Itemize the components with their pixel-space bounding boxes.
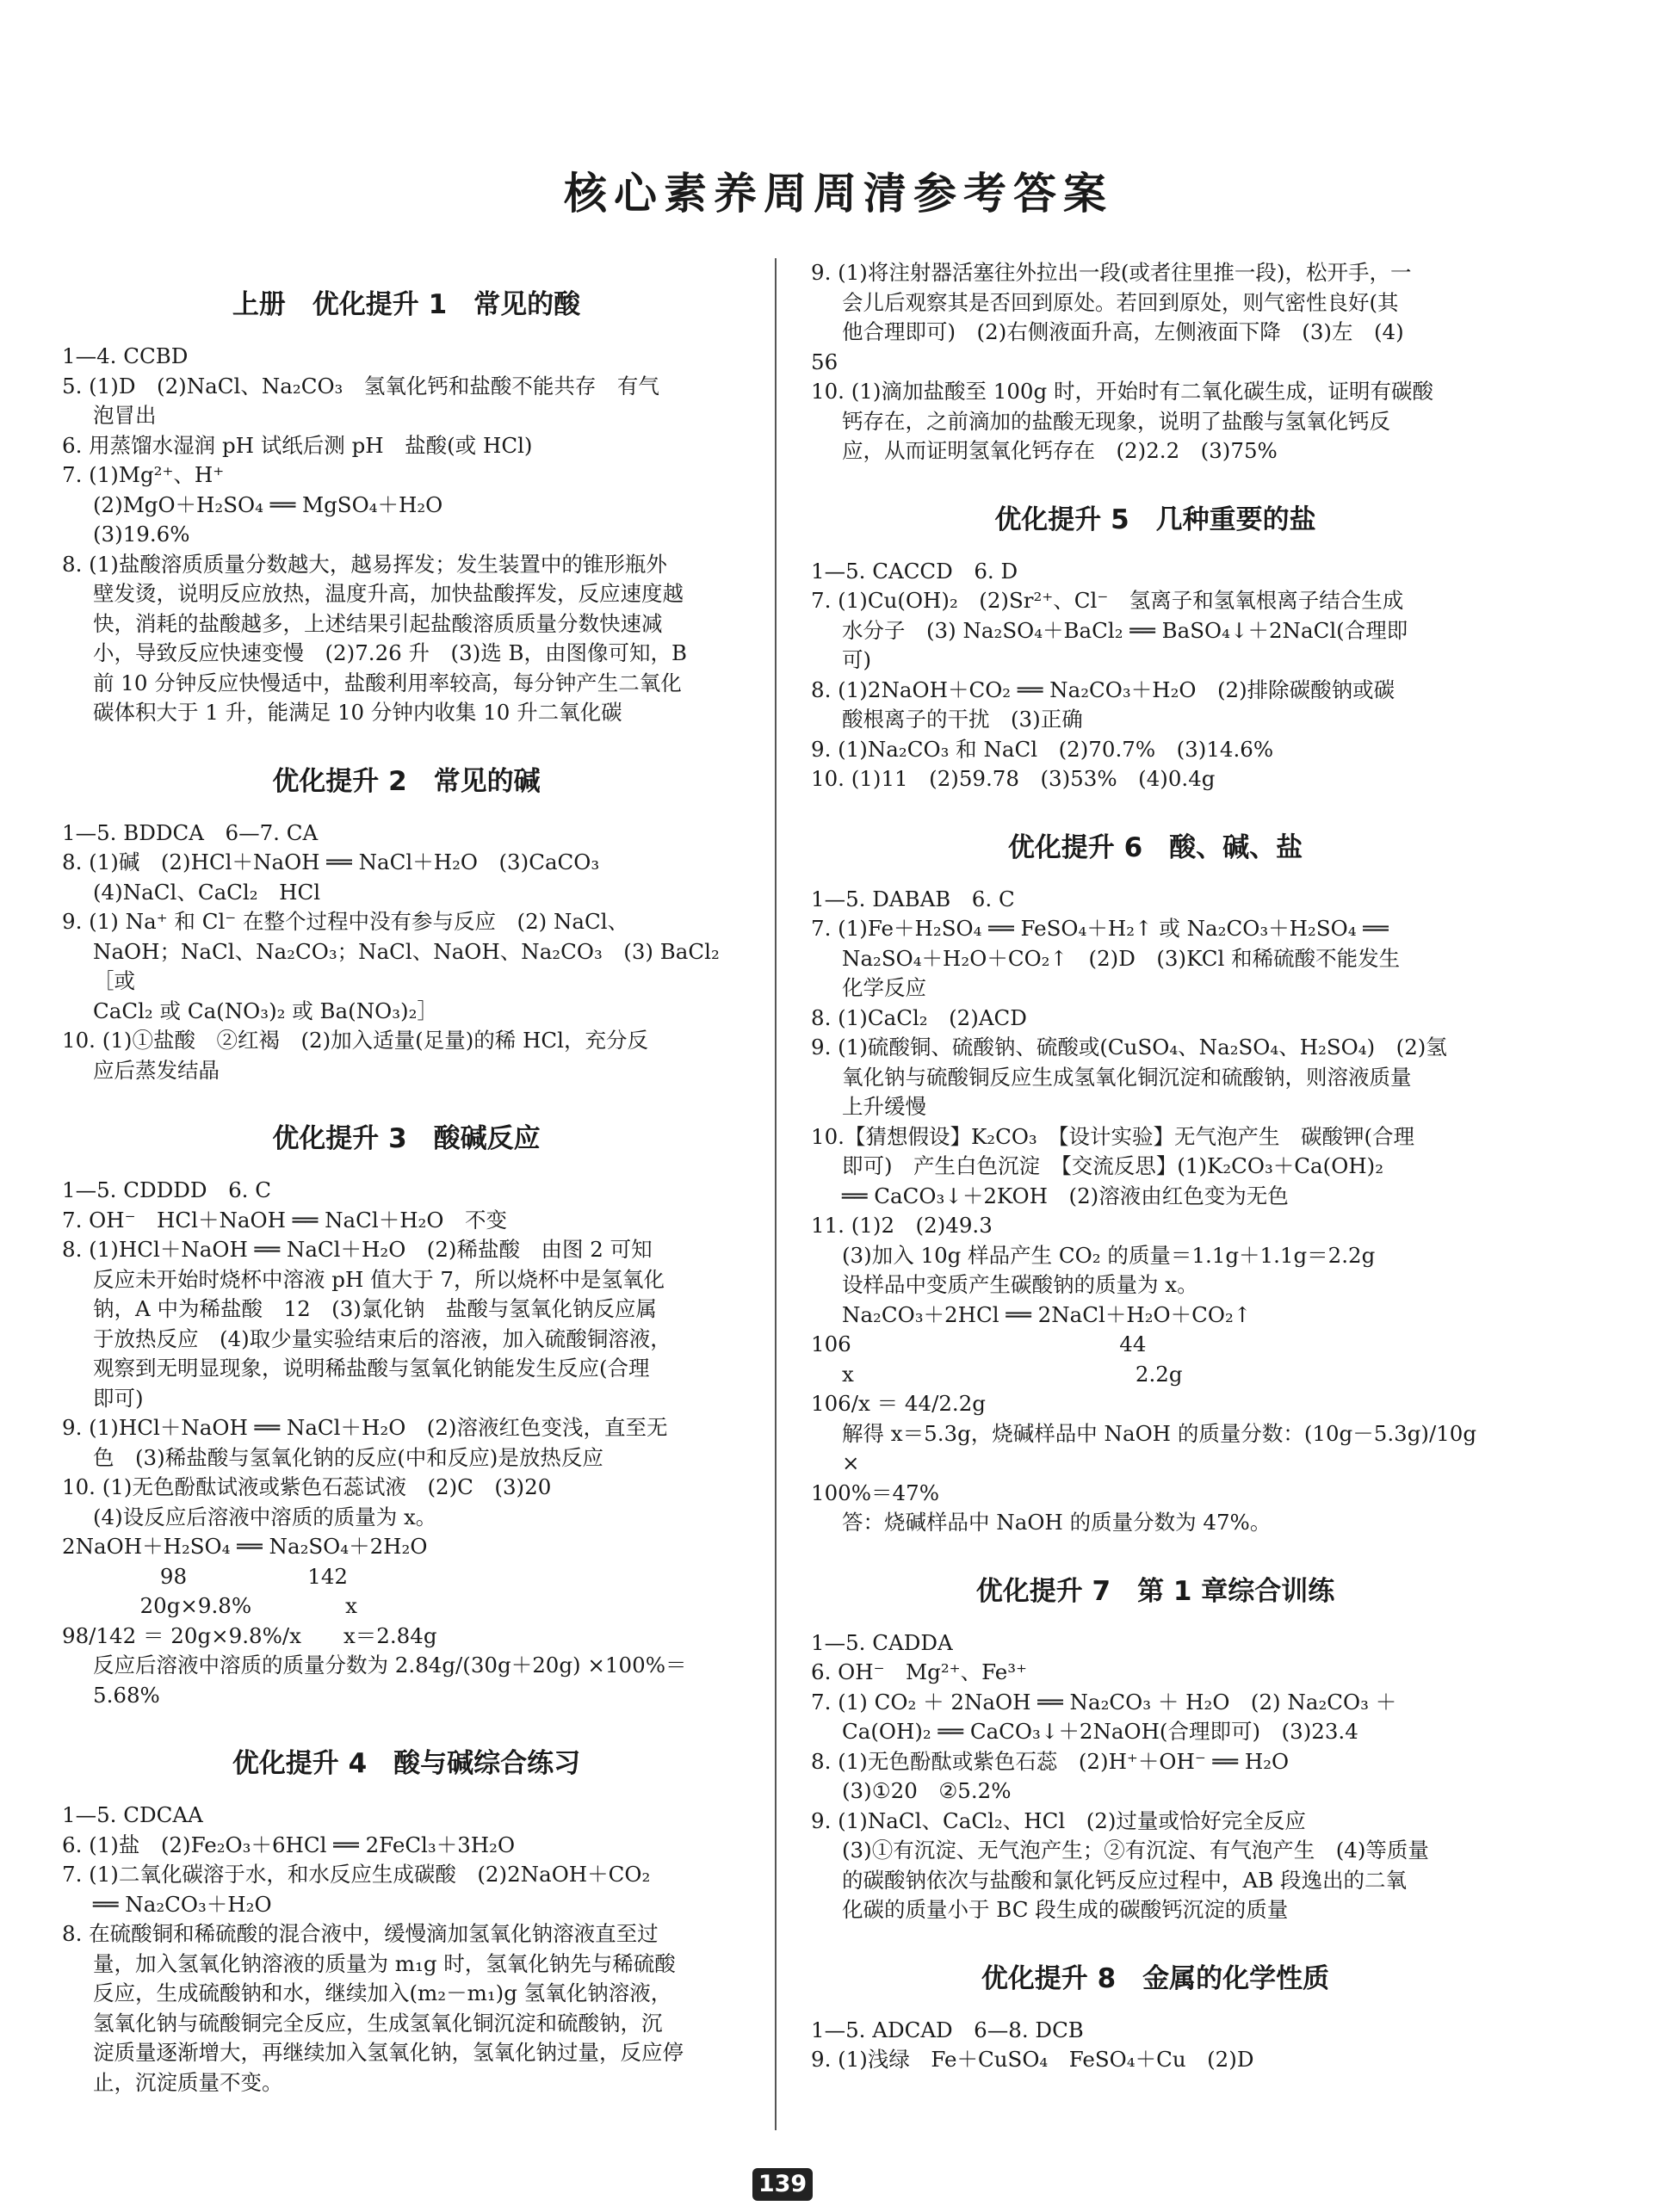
section-title: 优化提升 4 酸与碱综合练习 xyxy=(232,1748,581,1779)
answer-line: (3)①有沉淀、无气泡产生；②有沉淀、有气泡产生 (4)等质量 xyxy=(842,1838,1429,1863)
section-title: 优化提升 7 第 1 章综合训练 xyxy=(975,1575,1335,1607)
answer-line: 化学反应 xyxy=(842,975,926,1000)
section-body xyxy=(62,819,751,1086)
answer-line: 氧化钠与硫酸铜反应生成氢氧化铜沉淀和硫酸钠，则溶液质量 xyxy=(842,1064,1412,1090)
answer-line: 1—5. DABAB 6. C xyxy=(811,886,1015,911)
answer-line: 反应后溶液中溶质的质量分数为 2.84g/(30g＋20g) ×100%＝5.68% xyxy=(93,1653,687,1708)
answer-line: 1—5. ADCAD 6—8. DCB xyxy=(811,2017,1084,2042)
answer-line: 应，从而证明氢氧化钙存在 (2)2.2 (3)75% xyxy=(842,438,1278,463)
answer-line: 6. OH⁻ Mg²⁺、Fe³⁺ xyxy=(811,1659,1027,1684)
answer-line: 20g×9.8% x xyxy=(93,1593,357,1618)
answer-line: 1—5. CDDDD 6. C xyxy=(62,1177,271,1202)
answer-line: 7. (1)二氧化碳溶于水，和水反应生成碳酸 (2)2NaOH＋CO₂ xyxy=(62,1862,651,1887)
answer-line: 2NaOH＋H₂SO₄ ══ Na₂SO₄＋2H₂O xyxy=(62,1534,428,1559)
answer-line: 小，导致反应快速变慢 (2)7.26 升 (3)选 B，由图像可知，B xyxy=(93,640,688,665)
answer-line: 1—5. CDCAA xyxy=(62,1802,203,1827)
column-divider xyxy=(775,258,777,2130)
answer-line: 10.【猜想假设】K₂CO₃ 【设计实验】无气泡产生 碳酸钾(合理 xyxy=(811,1123,1415,1149)
answer-line: ══ CaCO₃↓＋2KOH (2)溶液由红色变为无色 xyxy=(842,1183,1289,1208)
answer-line: x 2.2g xyxy=(842,1361,1183,1387)
answer-line: (4)NaCl、CaCl₂ HCl xyxy=(93,879,321,905)
answer-line: 上升缓慢 xyxy=(842,1094,926,1119)
answer-line: 钙存在，之前滴加的盐酸无现象，说明了盐酸与氢氧化钙反 xyxy=(842,408,1390,434)
answer-line: 9. (1) Na⁺ 和 Cl⁻ 在整个过程中没有参与反应 (2) NaCl、 xyxy=(62,909,629,934)
answer-line: 前 10 分钟反应快慢适中，盐酸利用率较高，每分钟产生二氧化 xyxy=(93,670,682,695)
answer-line: Na₂SO₄＋H₂O＋CO₂↑ (2)D (3)KCl 和稀硫酸不能发生 xyxy=(842,945,1401,971)
right-column xyxy=(811,258,1500,2075)
answer-line: 9. (1)HCl＋NaOH ══ NaCl＋H₂O (2)溶液红色变浅，直至无 xyxy=(62,1415,668,1440)
answer-line: 反应，生成硫酸钠和水，继续加入(m₂－m₁)g 氢氧化钠溶液， xyxy=(93,1980,672,2005)
answer-line: 56 xyxy=(811,349,838,374)
answer-line: 淀质量逐渐增大，再继续加入氢氧化钠，氢氧化钠过量，反应停 xyxy=(93,2040,684,2065)
answer-line: 11. (1)2 (2)49.3 xyxy=(811,1213,993,1238)
answer-line: 7. (1)Fe＋H₂SO₄ ══ FeSO₄＋H₂↑ 或 Na₂CO₃＋H₂SO₄ ══ xyxy=(811,916,1389,941)
answer-line: 化碳的质量小于 BC 段生成的碳酸钙沉淀的质量 xyxy=(842,1897,1289,1922)
answer-line: (4)设反应后溶液中溶质的质量为 x。 xyxy=(93,1504,437,1529)
answer-line: 应后蒸发结晶 xyxy=(93,1057,220,1083)
section-body xyxy=(811,1628,1500,1925)
answer-line: Ca(OH)₂ ══ CaCO₃↓＋2NaOH(合理即可) (3)23.4 xyxy=(842,1719,1358,1744)
answer-line: NaOH；NaCl、Na₂CO₃；NaCl、NaOH、Na₂CO₃ (3) BaCl₂［或 xyxy=(93,938,720,993)
answer-line: 1—4. CCBD xyxy=(62,343,189,368)
answer-line: 量，加入氢氧化钠溶液的质量为 m₁g 时，氢氧化钠先与稀硫酸 xyxy=(93,1950,676,1976)
answer-line: 7. (1)Cu(OH)₂ (2)Sr²⁺、Cl⁻ 氢离子和氢氧根离子结合生成 xyxy=(811,588,1404,613)
answer-line: 泡冒出 xyxy=(93,403,157,428)
section-body xyxy=(62,1801,751,2098)
answer-line: 9. (1)硫酸铜、硫酸钠、硫酸或(CuSO₄、Na₂SO₄、H₂SO₄) (2)氢 xyxy=(811,1035,1447,1060)
answer-line: 止，沉淀质量不变。 xyxy=(93,2069,283,2095)
answer-line: 即可) 产生白色沉淀 【交流反思】(1)K₂CO₃＋Ca(OH)₂ xyxy=(842,1153,1384,1178)
page-number: 139 xyxy=(752,2168,813,2201)
answer-line: 7. (1)Mg²⁺、H⁺ xyxy=(62,462,225,487)
section-body xyxy=(811,885,1500,1538)
answer-line: (3)①20 ②5.2% xyxy=(842,1778,1012,1803)
answer-line: 1—5. CADDA xyxy=(811,1629,953,1655)
answer-line: 快，消耗的盐酸越多，上述结果引起盐酸溶质质量分数快速减 xyxy=(93,610,663,636)
answer-line: 10. (1)滴加盐酸至 100g 时，开始时有二氧化碳生成，证明有碳酸 xyxy=(811,379,1433,404)
answer-line: 9. (1)Na₂CO₃ 和 NaCl (2)70.7% (3)14.6% xyxy=(811,736,1274,762)
section-title: 优化提升 3 酸碱反应 xyxy=(272,1123,541,1154)
answer-line: (2)MgO＋H₂SO₄ ══ MgSO₄＋H₂O xyxy=(93,491,443,517)
answer-line: 8. (1)2NaOH＋CO₂ ══ Na₂CO₃＋H₂O (2)排除碳酸钠或碳 xyxy=(811,677,1395,702)
answer-line: Na₂CO₃＋2HCl ══ 2NaCl＋H₂O＋CO₂↑ xyxy=(842,1301,1252,1327)
answer-line: 9. (1)将注射器活塞往外拉出一段(或者往里推一段)，松开手，一 xyxy=(811,260,1412,285)
answer-line: 8. (1)盐酸溶质质量分数越大，越易挥发；发生装置中的锥形瓶外 xyxy=(62,551,667,577)
section-body xyxy=(811,258,1500,466)
answer-line: 1—5. CACCD 6. D xyxy=(811,558,1018,584)
answer-line: 观察到无明显现象，说明稀盐酸与氢氧化钠能发生反应(合理 xyxy=(93,1356,650,1381)
answer-line: 98 142 xyxy=(93,1563,349,1589)
answer-line: (3)加入 10g 样品产生 CO₂ 的质量＝1.1g＋1.1g＝2.2g xyxy=(842,1242,1376,1268)
answer-line: 5. (1)D (2)NaCl、Na₂CO₃ 氢氧化钙和盐酸不能共存 有气 xyxy=(62,373,659,399)
section-title: 优化提升 8 金属的化学性质 xyxy=(981,1962,1330,1994)
answer-line: 即可) xyxy=(93,1385,144,1411)
section-body xyxy=(811,2016,1500,2075)
answer-line: ══ Na₂CO₃＋H₂O xyxy=(93,1891,272,1917)
answer-line: 9. (1)NaCl、CaCl₂、HCl (2)过量或恰好完全反应 xyxy=(811,1807,1306,1833)
answer-line: 6. (1)盐 (2)Fe₂O₃＋6HCl ══ 2FeCl₃＋3H₂O xyxy=(62,1832,516,1857)
answer-line: 解得 x＝5.3g，烧碱样品中 NaOH 的质量分数：(10g－5.3g)/10g × xyxy=(842,1420,1483,1475)
answer-line: 壁发烫，说明反应放热，温度升高，加快盐酸挥发，反应速度越 xyxy=(93,581,684,606)
answer-line: 98/142 ＝ 20g×9.8%/x x＝2.84g xyxy=(62,1622,437,1648)
answer-line: CaCl₂ 或 Ca(NO₃)₂ 或 Ba(NO₃)₂］ xyxy=(93,998,438,1023)
answer-line: 7. OH⁻ HCl＋NaOH ══ NaCl＋H₂O 不变 xyxy=(62,1207,507,1233)
section-body xyxy=(62,1176,751,1710)
answer-line: 钠，A 中为稀盐酸 12 (3)氯化钠 盐酸与氢氧化钠反应属 xyxy=(93,1296,657,1321)
answer-line: 氢氧化钠与硫酸铜完全反应，生成氢氧化铜沉淀和硫酸钠，沉 xyxy=(93,2010,663,2036)
page-title: 核心素养周周清参考答案 xyxy=(564,168,1113,219)
left-column xyxy=(62,258,751,2098)
answer-line: 8. 在硫酸铜和稀硫酸的混合液中，缓慢滴加氢氧化钠溶液直至过 xyxy=(62,1921,659,1946)
answer-line: 10. (1)11 (2)59.78 (3)53% (4)0.4g xyxy=(811,766,1216,791)
answer-line: 色 (3)稀盐酸与氢氧化钠的反应(中和反应)是放热反应 xyxy=(93,1444,603,1470)
answer-line: 答：烧碱样品中 NaOH 的质量分数为 47%。 xyxy=(842,1510,1272,1535)
answer-line: 8. (1)CaCl₂ (2)ACD xyxy=(811,1004,1027,1030)
section-title: 优化提升 2 常见的碱 xyxy=(272,765,541,797)
answer-line: 1—5. BDDCA 6—7. CA xyxy=(62,819,319,845)
answer-line: 106/x ＝ 44/2.2g xyxy=(811,1391,986,1416)
answer-line: 会儿后观察其是否回到原处。若回到原处，则气密性良好(其 xyxy=(842,289,1399,315)
answer-line: 水分子 (3) Na₂SO₄＋BaCl₂ ══ BaSO₄↓＋2NaCl(合理即 xyxy=(842,617,1408,643)
answer-line: 设样品中变质产生碳酸钠的质量为 x。 xyxy=(842,1272,1198,1297)
answer-line: 的碳酸钠依次与盐酸和氯化钙反应过程中，AB 段逸出的二氧 xyxy=(842,1867,1407,1893)
answer-line: 7. (1) CO₂ ＋ 2NaOH ══ Na₂CO₃ ＋ H₂O (2) Na₂CO₃ ＋ xyxy=(811,1689,1397,1715)
answer-line: 可) xyxy=(842,647,872,672)
section-body xyxy=(62,342,751,728)
answer-line: 10. (1)无色酚酞试液或紫色石蕊试液 (2)C (3)20 xyxy=(62,1474,552,1499)
answer-line: 于放热反应 (4)取少量实验结束后的溶液，加入硫酸铜溶液， xyxy=(93,1325,671,1351)
answer-line: 9. (1)浅绿 Fe＋CuSO₄ FeSO₄＋Cu (2)D xyxy=(811,2047,1254,2072)
section-body xyxy=(811,557,1500,794)
answer-line: 8. (1)碱 (2)HCl＋NaOH ══ NaCl＋H₂O (3)CaCO₃ xyxy=(62,850,600,874)
section-title: 优化提升 6 酸、碱、盐 xyxy=(1007,831,1303,863)
answer-line: 碳体积大于 1 升，能满足 10 分钟内收集 10 升二氧化碳 xyxy=(93,700,622,725)
answer-line: 酸根离子的干扰 (3)正确 xyxy=(842,707,1083,732)
answer-line: 10. (1)①盐酸 ②红褐 (2)加入适量(足量)的稀 HCl，充分反 xyxy=(62,1028,649,1053)
answer-line: 100%＝47% xyxy=(811,1480,939,1505)
answer-line: 6. 用蒸馏水湿润 pH 试纸后测 pH 盐酸(或 HCl) xyxy=(62,432,533,458)
answer-line: 反应未开始时烧杯中溶液 pH 值大于 7，所以烧杯中是氢氧化 xyxy=(93,1266,665,1292)
section-title: 优化提升 5 几种重要的盐 xyxy=(994,504,1316,535)
answer-line: 8. (1)HCl＋NaOH ══ NaCl＋H₂O (2)稀盐酸 由图 2 可知 xyxy=(62,1237,653,1262)
section-title: 上册 优化提升 1 常见的酸 xyxy=(232,289,581,320)
answer-line: 106 44 xyxy=(811,1332,1147,1356)
answer-line: (3)19.6% xyxy=(93,522,190,547)
answer-line: 8. (1)无色酚酞或紫色石蕊 (2)H⁺＋OH⁻ ══ H₂O xyxy=(811,1748,1290,1774)
answer-line: 他合理即可) (2)右侧液面升高，左侧液面下降 (3)左 (4) xyxy=(842,319,1404,344)
